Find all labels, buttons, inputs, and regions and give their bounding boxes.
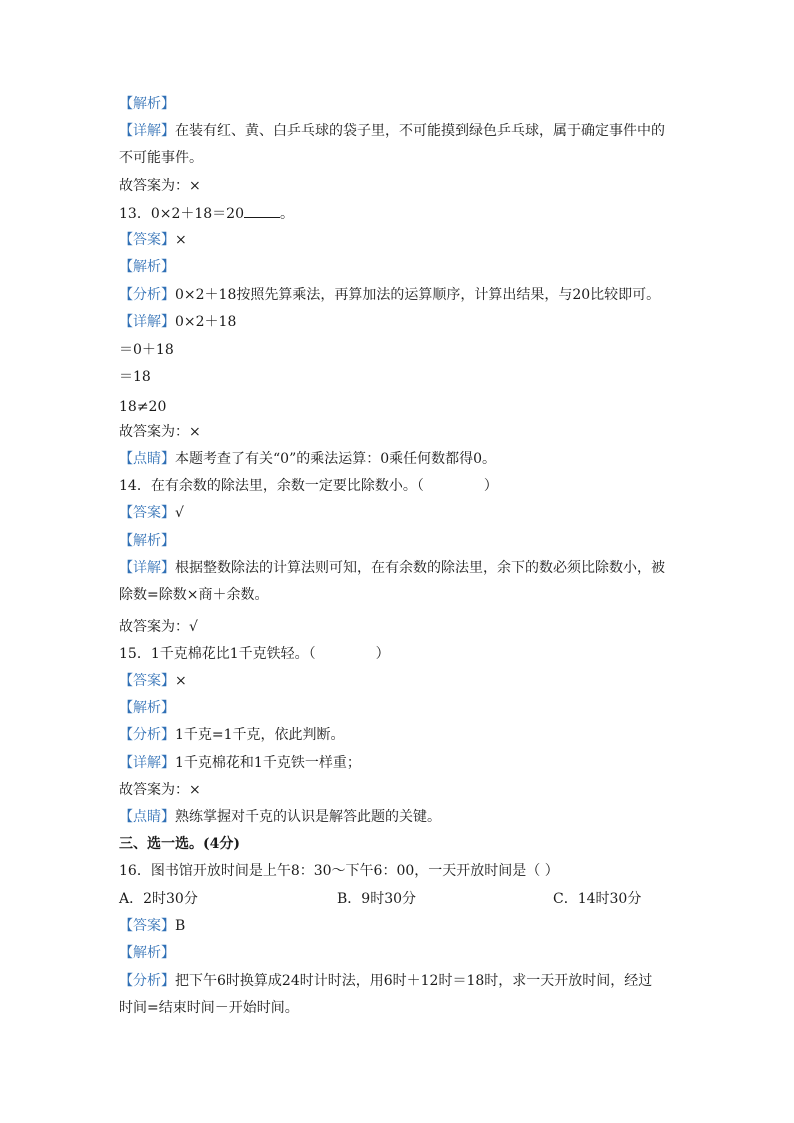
tag-label: 【点睛】 [119, 809, 175, 825]
tag-label: 【解析】 [119, 945, 175, 961]
option-b [337, 889, 416, 909]
text-line [119, 367, 151, 387]
tag-label: 【解析】 [119, 700, 175, 716]
tag-label: 【答案】 [119, 232, 175, 248]
option-text: A．2时30分 [119, 891, 198, 907]
tag-label: 【详解】 [119, 123, 175, 139]
tag-label: 【分析】 [119, 727, 175, 743]
line-text: 0×2＋18 [175, 314, 237, 330]
line-text: 把下午6时换算成24时计时法，用6时＋12时＝18时，求一天开放时间，经过 [175, 973, 653, 989]
line-text: × [175, 232, 187, 248]
analysis-line [119, 725, 345, 745]
tag-label: 【详解】 [119, 755, 175, 771]
line-text: 本题考查了有关“0”的乘法运算：0乘任何数都得0。 [175, 451, 497, 467]
analysis-heading [119, 698, 175, 718]
tag-label: 【解析】 [119, 259, 175, 275]
detail-line [119, 753, 361, 773]
remark-line [119, 807, 441, 827]
question-14 [119, 476, 498, 496]
line-text: ＝18 [119, 369, 151, 385]
analysis-heading [119, 94, 175, 114]
line-text: 1千克棉花和1千克铁一样重； [175, 755, 361, 771]
line-text: 时间=结束时间－开始时间。 [119, 1000, 299, 1016]
answer-heading [119, 503, 184, 523]
answer-line [119, 422, 201, 442]
option-text: B．9时30分 [337, 891, 417, 907]
tag-label: 【答案】 [119, 918, 175, 934]
tag-label: 【分析】 [119, 287, 175, 303]
answer-heading [119, 916, 185, 936]
text-line [119, 148, 203, 168]
question-suffix: 。 [280, 206, 294, 222]
analysis-line [119, 285, 660, 305]
line-text: × [175, 673, 187, 689]
question-13 [119, 203, 294, 224]
option-c [553, 889, 641, 909]
remark-line [119, 449, 496, 469]
question-text: 14．在有余数的除法里，余数一定要比除数小。（ [119, 478, 424, 494]
line-text: 故答案为：√ [119, 619, 198, 635]
line-text: 根据整数除法的计算法则可知，在有余数的除法里，余下的数必须比除数小，被 [175, 560, 665, 576]
text-line [119, 585, 268, 605]
line-text: 故答案为：× [119, 178, 201, 194]
analysis-line [119, 971, 652, 991]
answer-line [119, 176, 201, 196]
text-line [119, 998, 299, 1018]
section-title: 三、选一选。(4分) [119, 836, 240, 852]
line-text: 熟练掌握对千克的认识是解答此题的关键。 [175, 809, 441, 825]
section-heading [119, 834, 240, 854]
answer-line [119, 780, 201, 800]
tag-label: 【详解】 [119, 560, 175, 576]
analysis-heading [119, 531, 175, 551]
line-text: ＝0＋18 [119, 342, 174, 358]
detail-line [119, 121, 665, 141]
option-a [119, 889, 198, 909]
question-text: 13．0×2＋18＝20 [119, 206, 244, 222]
line-text: √ [175, 505, 184, 521]
question-suffix: ） [375, 646, 390, 662]
line-text: 在装有红、黄、白乒乓球的袋子里，不可能摸到绿色乒乓球，属于确定事件中的 [175, 123, 665, 139]
line-text: 0×2＋18按照先算乘法，再算加法的运算顺序，计算出结果，与20比较即可。 [175, 287, 661, 303]
line-text: 18≠20 [119, 399, 167, 415]
answer-blank [244, 203, 280, 218]
line-text: 1千克=1千克，依此判断。 [175, 727, 345, 743]
tag-label: 【详解】 [119, 314, 175, 330]
tag-label: 【答案】 [119, 505, 175, 521]
question-suffix: ） [483, 478, 498, 494]
line-text: 故答案为：× [119, 424, 201, 440]
detail-line [119, 312, 236, 332]
tag-label: 【点睛】 [119, 451, 175, 467]
line-text: 不可能事件。 [119, 150, 203, 166]
answer-heading [119, 230, 187, 250]
tag-label: 【解析】 [119, 96, 175, 112]
question-text: 15．1千克棉花比1千克铁轻。（ [119, 646, 316, 662]
line-text: 故答案为：× [119, 782, 201, 798]
answer-heading [119, 671, 187, 691]
question-text: 16．图书馆开放时间是上午8：30～下午6：00，一天开放时间是（ ） [119, 863, 559, 879]
option-text: C．14时30分 [553, 891, 642, 907]
analysis-heading [119, 943, 175, 963]
analysis-heading [119, 257, 175, 277]
text-line [119, 340, 174, 360]
answer-line [119, 617, 198, 637]
question-16 [119, 861, 559, 881]
tag-label: 【分析】 [119, 973, 175, 989]
tag-label: 【答案】 [119, 673, 175, 689]
line-text: B [175, 918, 186, 934]
tag-label: 【解析】 [119, 533, 175, 549]
text-line [119, 397, 166, 417]
detail-line [119, 558, 665, 578]
question-15 [119, 644, 390, 664]
line-text: 除数=除数×商＋余数。 [119, 587, 269, 603]
